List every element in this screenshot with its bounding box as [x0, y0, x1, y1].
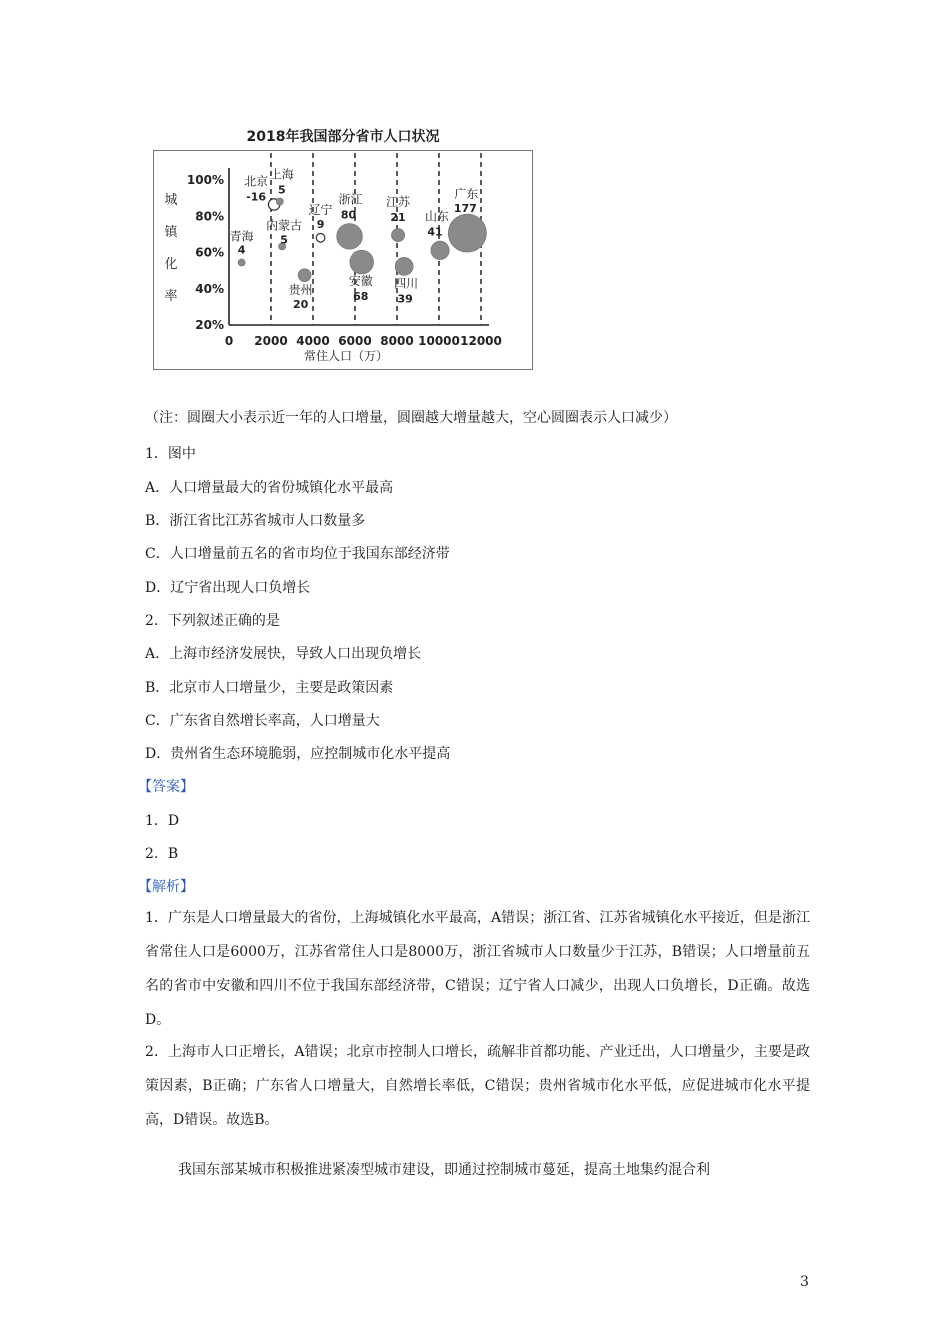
y-tick-label: 40%	[195, 281, 224, 296]
bubble-label-value: 4	[237, 243, 246, 257]
bubble-label-value: 20	[292, 298, 309, 312]
analysis-2: 2．上海市人口正增长，A错误；北京市控制人口增长，疏解非首都功能、产业迁出，人口增量少，主要是政策因素，B正确；广东省人口增量大，自然增长率低，C错误；贵州省城市化水平低，应促进城市化水平提高，D错误。故选B。	[145, 1044, 810, 1128]
answer-1: 1．D	[145, 813, 180, 829]
bubble-label-value: -16	[246, 190, 267, 204]
question-2-stem: 2．下列叙述正确的是	[145, 613, 280, 629]
bubble-山东	[431, 241, 449, 259]
bubble-label-name: 北京	[244, 174, 269, 189]
bubble-辽宁	[316, 234, 325, 243]
answer-header: 【答案】	[138, 779, 194, 795]
bubble-上海	[276, 198, 283, 205]
bubble-label-value: 80	[340, 208, 357, 222]
bubble-label-value: 21	[390, 211, 406, 225]
bubble-label-name: 江苏	[386, 195, 411, 210]
x-tick-label: 6000	[338, 334, 372, 348]
answer-2: 2．B	[145, 846, 179, 862]
x-tick-label: 2000	[254, 334, 288, 348]
bubble-label-name: 山东	[425, 209, 450, 224]
bubble-label-value: 5	[280, 233, 288, 247]
bubble-label-value: 41	[427, 225, 443, 239]
bubble-label-name: 浙江	[338, 192, 363, 207]
bubble-label-name: 贵州	[288, 283, 313, 298]
bubble-浙江	[337, 224, 363, 250]
bubble-label-value: 5	[277, 183, 286, 197]
y-tick-label: 80%	[195, 209, 224, 224]
x-tick-label: 12000	[460, 334, 502, 348]
question-1-option-b: B．浙江省比江苏省城市人口数量多	[145, 513, 366, 529]
question-2-option-a: A．上海市经济发展快，导致人口出现负增长	[145, 646, 422, 662]
bubble-label-name: 青海	[229, 229, 254, 244]
bubble-江苏	[392, 229, 405, 242]
bubble-label-name: 上海	[269, 167, 294, 182]
analysis-1: 1．广东是人口增量最大的省份，上海城镇化水平最高，A错误；浙江省、江苏省城镇化水平接近，但是浙江省常住人口是6000万，江苏省常住人口是8000万，浙江省城市人口数量少于江苏，B错误；人口增量前五名的省市中安徽和四川不位于我国东部经济带，C错误；辽宁省人口减少，出现人口负增长，D正确。故选D。	[145, 910, 810, 1028]
question-2-option-b: B．北京市人口增量少，主要是政策因素	[145, 680, 394, 696]
y-tick-label: 20%	[195, 318, 224, 332]
x-tick-label: 4000	[296, 334, 330, 348]
analysis-header: 【解析】	[138, 879, 194, 895]
y-axis-label-char: 城	[164, 193, 178, 208]
bubble-label-name: 安徽	[348, 274, 373, 289]
question-1-option-a: A．人口增量最大的省份城镇化水平最高	[145, 480, 394, 496]
question-1-option-c: C．人口增量前五名的省市均位于我国东部经济带	[145, 546, 450, 562]
bubble-青海	[238, 259, 245, 266]
x-tick-label: 0	[224, 334, 234, 348]
x-tick-label: 10000	[418, 334, 460, 348]
y-axis-label-char: 镇	[164, 225, 178, 240]
bubble-label-value: 39	[397, 292, 413, 306]
bubble-四川	[395, 258, 413, 276]
question-1-option-d: D．辽宁省出现人口负增长	[145, 580, 311, 596]
x-tick-label: 8000	[380, 334, 414, 348]
y-axis-label-char: 化	[164, 257, 178, 272]
question-2-option-d: D．贵州省生态环境脆弱，应控制城市化水平提高	[145, 746, 451, 762]
page-number: 3	[800, 1274, 809, 1290]
bubble-label-value: 9	[316, 217, 325, 231]
y-tick-label: 60%	[195, 245, 224, 260]
bubble-label-value: 68	[353, 290, 369, 304]
bubble-广东	[448, 214, 486, 252]
bubble-label-name: 广东	[454, 187, 479, 202]
question-1-stem: 1．图中	[145, 446, 196, 462]
bubble-label-value: 177	[453, 202, 477, 216]
population-bubble-chart	[0, 0, 950, 400]
chart-title: 2018年我国部分省市人口状况	[246, 129, 440, 145]
bubble-贵州	[298, 269, 311, 282]
y-axis-label-char: 率	[164, 289, 178, 304]
bubble-label-name: 内蒙古	[266, 218, 303, 233]
question-2-option-c: C．广东省自然增长率高，人口增量大	[145, 713, 380, 729]
y-tick-label: 100%	[186, 173, 224, 187]
bubble-label-name: 辽宁	[308, 202, 333, 217]
next-paragraph: 我国东部某城市积极推进紧凑型城市建设，即通过控制城市蔓延，提高土地集约混合利	[178, 1162, 710, 1178]
bubble-label-name: 四川	[394, 276, 419, 291]
x-axis-label: 常住人口（万）	[303, 349, 389, 363]
bubble-安徽	[350, 250, 374, 274]
chart-note: （注：圆圈大小表示近一年的人口增量，圆圈越大增量越大，空心圆圈表示人口减少）	[145, 410, 677, 426]
